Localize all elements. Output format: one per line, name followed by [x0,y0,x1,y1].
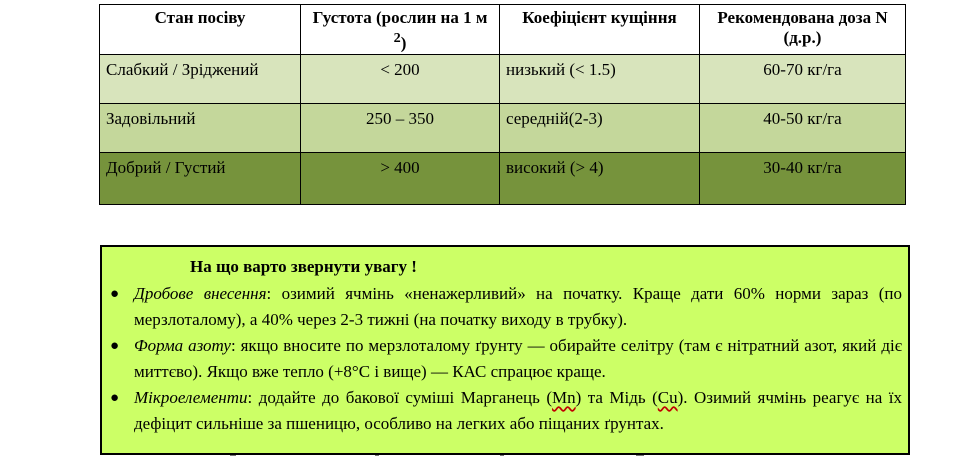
item-term: Форма азоту [134,336,231,355]
list-item [102,281,908,333]
attention-list [102,281,908,437]
bullet-icon: ● [110,390,120,406]
cell-tillering: високий (> 4) [500,152,700,204]
header-state: Стан посіву [100,5,301,55]
element-mn: Mn [552,388,576,407]
header-tillering: Коефіцієнт кущіння [500,5,700,55]
cell-dose: 30-40 кг/га [700,152,906,204]
item-text: : озимий ячмінь «ненажерливий» на початку. Краще дати 60% норми зараз (по мерзлоталому), а 40% через 2-3 тижні (на початку виходу в трубку). [134,284,902,329]
item-term: Мікроелементи [134,388,248,407]
cell-state: Задовільний [100,103,301,152]
header-density-sup: 2 [393,30,401,46]
header-density [301,5,500,55]
cell-dose: 40-50 кг/га [700,103,906,152]
cell-state: Добрий / Густий [100,152,301,204]
list-item [102,333,908,385]
cut-off-next-line [0,455,966,464]
cell-tillering: середній(2-3) [500,103,700,152]
header-density-text: Густота (рослин на 1 м [312,8,488,27]
cell-density: < 200 [301,54,500,103]
bullet-icon: ● [110,338,120,354]
list-item [102,385,908,437]
header-density-close: ) [400,33,407,53]
table-row [100,152,906,204]
cell-dose: 60-70 кг/га [700,54,906,103]
cell-tillering: низький (< 1.5) [500,54,700,103]
item-text-b: ) та Мідь ( [575,388,658,407]
table-row [100,54,906,103]
attention-box [100,245,910,455]
cell-density: > 400 [301,152,500,204]
element-cu: Cu [657,388,678,407]
header-dose-text: Рекомендована доза N (д.р.) [717,8,888,47]
cell-state: Слабкий / Зріджений [100,54,301,103]
table-row [100,103,906,152]
item-text-c: ). Озимий ячмінь реагує на їх дефіцит сильніше за пшеницю, особливо на легких або піщаних ґрунтах. [134,388,903,433]
header-dose [700,5,906,55]
cell-density: 250 – 350 [301,103,500,152]
attention-title: На що варто звернути увагу ! [190,257,417,276]
item-term: Дробове внесення [134,284,267,303]
recommendation-table [99,4,906,205]
item-text: : якщо вносите по мерзлоталому ґрунту — обирайте селітру (там є нітратний азот, який діє миттєво). Якщо вже тепло (+8°C і вище) — КАС спрацює краще. [134,336,902,381]
item-text-a: : додайте до бакової суміші Марганець ( [247,388,553,407]
table-header-row [100,5,906,55]
bullet-icon: ● [110,286,120,302]
